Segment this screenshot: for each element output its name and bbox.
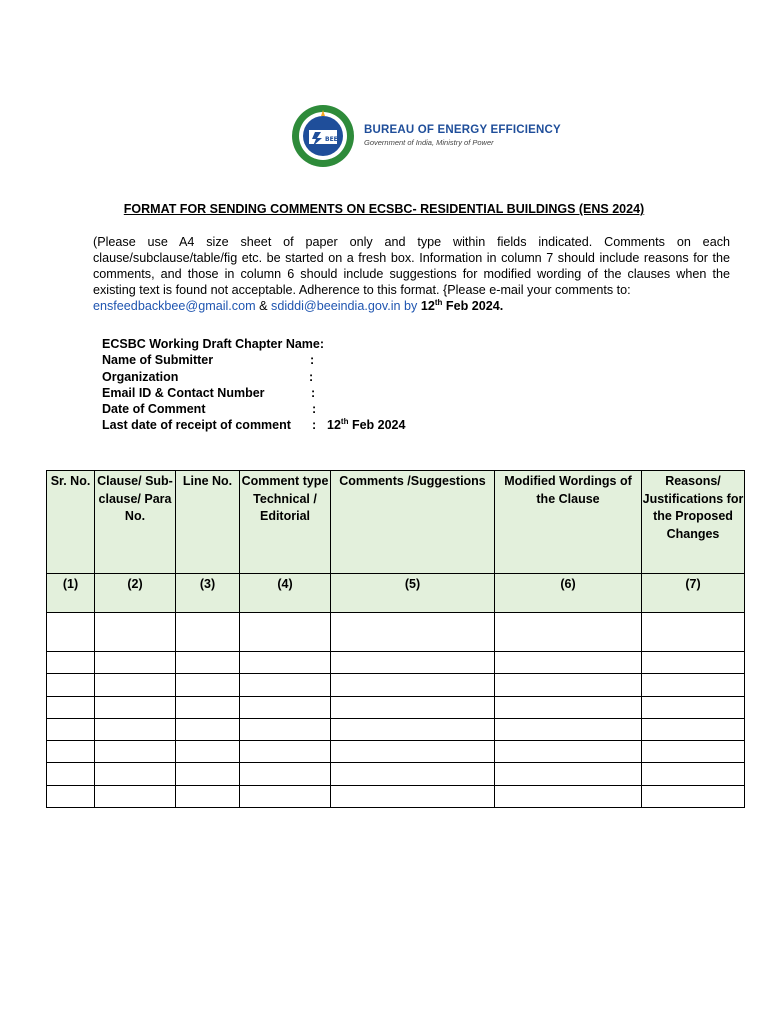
submitter-fields [102,336,406,434]
table-header-row [47,471,745,574]
instructions-text: (Please use A4 size sheet of paper only and type within fields indicated. Comments on each clause/subclause/table/fig etc. be started on a fresh box. Information in column 7 should include reasons for the comments, and those in column 6 should include suggestions for modified wording of the clauses when the existing text is found not acceptable. Adherence to this format. {Please e-mail your comments to: [93,235,730,297]
svg-text:BEE: BEE [325,136,338,143]
deadline-day: 12 [420,299,435,313]
table-cell[interactable] [240,674,331,696]
field-chapter-name [102,336,324,352]
col-number: (2) [95,574,176,613]
table-cell[interactable] [95,652,176,674]
table-row [47,785,745,807]
field-colon: : [312,418,317,433]
field-colon: : [310,353,315,368]
table-cell[interactable] [95,785,176,807]
field-email-contact [102,385,324,401]
table-cell[interactable] [240,652,331,674]
table-cell[interactable] [176,613,240,652]
org-name: BUREAU OF ENERGY EFFICIENCY [364,124,561,136]
page-title: FORMAT FOR SENDING COMMENTS ON ECSBC- RESIDENTIAL BUILDINGS (ENS 2024) [123,202,645,216]
table-cell[interactable] [47,741,95,763]
field-submitter-name [102,352,324,368]
table-cell[interactable] [240,696,331,718]
table-cell[interactable] [176,696,240,718]
table-cell[interactable] [642,741,745,763]
field-label: ECSBC Working Draft Chapter Name: [102,337,325,351]
instructions-amp: & [255,299,272,313]
table-cell[interactable] [240,718,331,740]
table-cell[interactable] [331,613,495,652]
comments-table [46,470,745,808]
table-cell[interactable] [240,613,331,652]
instructions-by: by [400,299,421,313]
field-colon: : [309,369,314,384]
table-cell[interactable] [331,696,495,718]
table-cell[interactable] [642,696,745,718]
table-row [47,613,745,652]
deadline-rest: Feb 2024. [442,299,504,313]
instructions-paragraph [93,234,730,314]
table-cell[interactable] [642,785,745,807]
table-cell[interactable] [95,674,176,696]
field-date-of-comment [102,401,324,417]
table-cell[interactable] [47,763,95,785]
org-subtitle: Government of India, Ministry of Power [364,138,494,147]
table-cell[interactable] [95,741,176,763]
email-link-ensfeedback[interactable]: ensfeedbackbee@gmail.com [93,299,256,313]
table-cell[interactable] [47,785,95,807]
table-row [47,674,745,696]
table-cell[interactable] [95,613,176,652]
table-cell[interactable] [642,763,745,785]
table-cell[interactable] [47,613,95,652]
field-label: Organization [102,369,179,384]
table-cell[interactable] [47,674,95,696]
col-number: (1) [47,574,95,613]
header-reasons: Reasons/ Justifications for the Proposed Changes [642,471,745,574]
table-row [47,652,745,674]
field-label: Email ID & Contact Number [102,385,265,400]
header-clause: Clause/ Sub-clause/ Para No. [95,471,176,574]
table-cell[interactable] [495,696,642,718]
bee-emblem-icon [291,104,355,168]
bee-logo [291,104,561,168]
header-comment-type: Comment type Technical / Editorial [240,471,331,574]
table-row [47,763,745,785]
deadline-sup: th [434,297,443,307]
field-colon: : [312,402,317,417]
field-label: Name of Submitter [102,353,214,368]
table-cell[interactable] [176,652,240,674]
table-cell[interactable] [495,763,642,785]
field-value-last-date: 12th Feb 2024 [327,417,406,433]
header-modified-wordings: Modified Wordings of the Clause [495,471,642,574]
table-cell[interactable] [331,741,495,763]
table-cell[interactable] [176,718,240,740]
table-cell[interactable] [95,696,176,718]
table-cell[interactable] [495,674,642,696]
col-number: (4) [240,574,331,613]
field-colon: : [311,385,316,400]
table-cell[interactable] [495,785,642,807]
table-cell[interactable] [240,763,331,785]
col-number: (5) [331,574,495,613]
email-link-sdiddi[interactable]: sdiddi@beeindia.gov.in [271,299,401,313]
field-label: Last date of receipt of comment [102,418,291,433]
table-cell[interactable] [47,696,95,718]
table-cell[interactable] [642,652,745,674]
header-comments: Comments /Suggestions [331,471,495,574]
col-number: (7) [642,574,745,613]
table-cell[interactable] [176,674,240,696]
table-cell[interactable] [331,763,495,785]
table-cell[interactable] [95,763,176,785]
table-cell[interactable] [47,718,95,740]
table-cell[interactable] [331,718,495,740]
field-label: Date of Comment [102,402,206,417]
table-cell[interactable] [495,741,642,763]
table-cell[interactable] [495,613,642,652]
col-number: (3) [176,574,240,613]
table-cell[interactable] [240,741,331,763]
field-last-date [102,417,406,433]
table-cell[interactable] [331,652,495,674]
table-cell[interactable] [495,718,642,740]
table-cell[interactable] [495,652,642,674]
table-cell[interactable] [95,718,176,740]
table-cell[interactable] [331,674,495,696]
table-cell[interactable] [642,674,745,696]
table-cell[interactable] [240,785,331,807]
header-line-no: Line No. [176,471,240,574]
table-cell[interactable] [642,613,745,652]
table-number-row [47,574,745,613]
header-sr-no: Sr. No. [47,471,95,574]
table-cell[interactable] [176,741,240,763]
table-row [47,696,745,718]
table-row [47,718,745,740]
table-cell[interactable] [176,785,240,807]
table-cell[interactable] [331,785,495,807]
field-organization [102,369,324,385]
table-row [47,741,745,763]
table-cell[interactable] [176,763,240,785]
table-cell[interactable] [47,652,95,674]
col-number: (6) [495,574,642,613]
table-cell[interactable] [642,718,745,740]
